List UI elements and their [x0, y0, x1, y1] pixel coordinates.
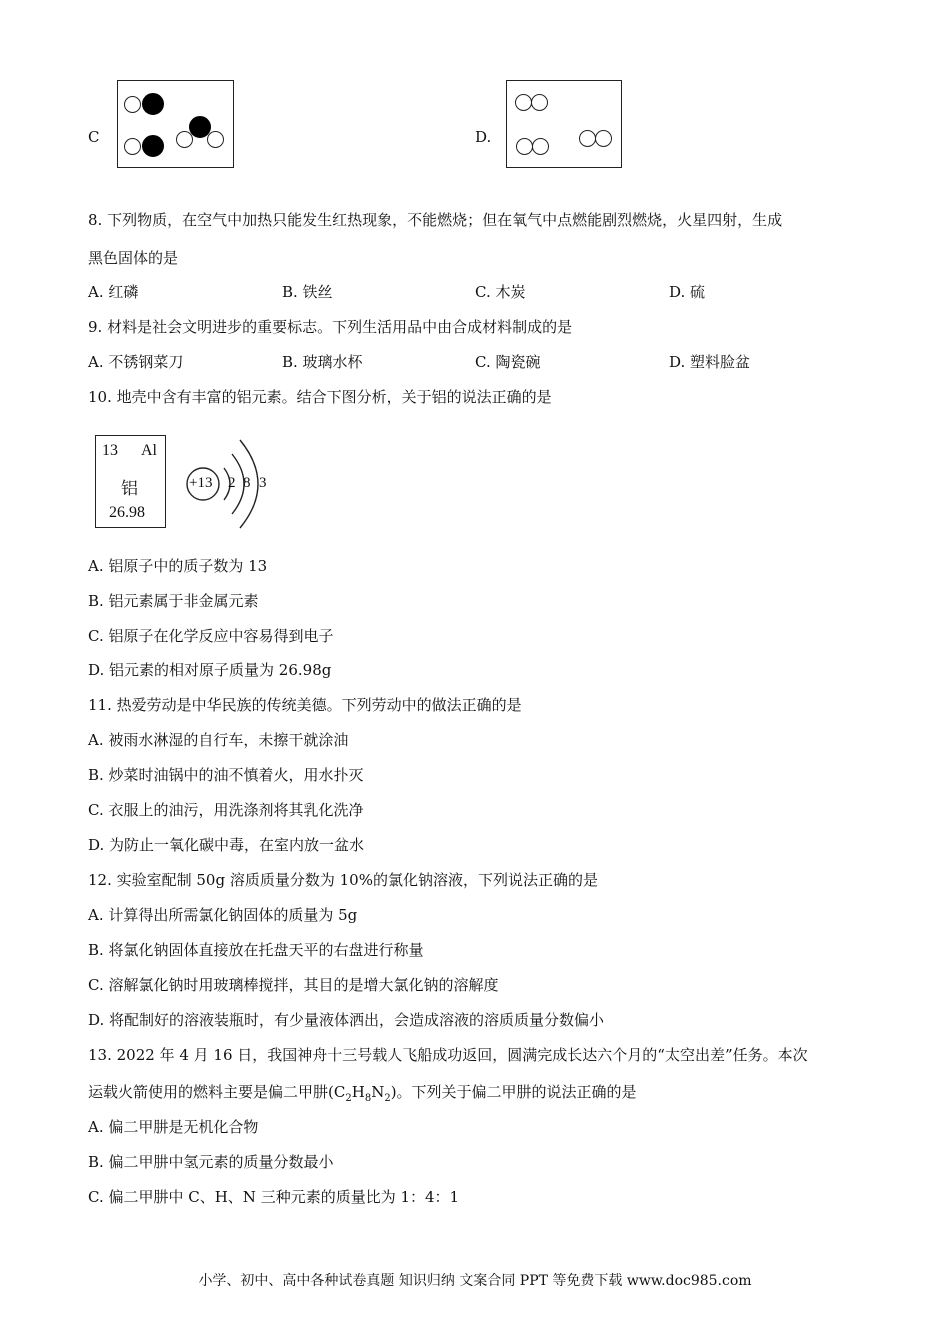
- q8-option-d: D. 硫: [669, 283, 706, 301]
- formula-sub-c: 2: [345, 1093, 352, 1104]
- q13-line2-pre: 运载火箭使用的燃料主要是偏二甲肼(C: [88, 1083, 346, 1101]
- white-atom: [516, 138, 533, 155]
- question-8-text-cont: 黑色固体的是: [88, 249, 179, 267]
- q10-option-b: B. 铝元素属于非金属元素: [88, 592, 259, 610]
- question-9-text: 9. 材料是社会文明进步的重要标志。下列生活用品中由合成材料制成的是: [88, 318, 573, 336]
- element-card-aluminium: [95, 435, 166, 528]
- q12-option-c: C. 溶解氯化钠时用玻璃棒搅拌，其目的是增大氯化钠的溶解度: [88, 976, 499, 994]
- question-13-text-cont: [88, 1082, 637, 1109]
- q13-option-a: A. 偏二甲肼是无机化合物: [88, 1118, 259, 1136]
- q9-option-a: A. 不锈钢菜刀: [88, 353, 184, 371]
- nucleus-charge: +13: [189, 475, 213, 491]
- formula-h: H: [351, 1083, 365, 1101]
- q12-option-a: A. 计算得出所需氯化钠固体的质量为 5g: [88, 906, 358, 924]
- shell-2-electrons: 8: [243, 475, 251, 491]
- q12-option-d: D. 将配制好的溶液装瓶时，有少量液体洒出，会造成溶液的溶质质量分数偏小: [88, 1011, 605, 1029]
- q13-option-c: C. 偏二甲肼中 C、H、N 三种元素的质量比为 1：4：1: [88, 1188, 460, 1206]
- q10-option-a: A. 铝原子中的质子数为 13: [88, 557, 268, 575]
- atomic-number: 13: [102, 442, 118, 459]
- question-12-text: 12. 实验室配制 50g 溶质质量分数为 10%的氯化钠溶液，下列说法正确的是: [88, 871, 598, 889]
- q9-option-d: D. 塑料脸盆: [669, 353, 751, 371]
- white-atom: [532, 138, 549, 155]
- atomic-mass: 26.98: [109, 504, 145, 521]
- q11-option-b: B. 炒菜时油锅中的油不慎着火，用水扑灭: [88, 766, 364, 784]
- white-atom: [124, 138, 141, 155]
- white-atom: [124, 96, 141, 113]
- q9-option-b: B. 玻璃水杯: [282, 353, 363, 371]
- q12-option-b: B. 将氯化钠固体直接放在托盘天平的右盘进行称量: [88, 941, 424, 959]
- molecule-diagram-c: [117, 80, 234, 168]
- white-atom: [595, 130, 612, 147]
- q8-option-b: B. 铁丝: [282, 283, 333, 301]
- white-atom: [579, 130, 596, 147]
- white-atom: [515, 94, 532, 111]
- q8-option-a: A. 红磷: [88, 283, 139, 301]
- q10-option-c: C. 铝原子在化学反应中容易得到电子: [88, 627, 334, 645]
- formula-sub-n: 2: [384, 1093, 391, 1104]
- question-10-text: 10. 地壳中含有丰富的铝元素。结合下图分析，关于铝的说法正确的是: [88, 388, 552, 406]
- molecule-diagram-d: [506, 80, 622, 168]
- black-atom: [142, 93, 164, 115]
- formula-n: N: [371, 1083, 385, 1101]
- q8-option-c: C. 木炭: [475, 283, 526, 301]
- question-8-text: 8. 下列物质，在空气中加热只能发生红热现象，不能燃烧；但在氧气中点燃能剧烈燃烧，火星四射，生成: [88, 211, 783, 229]
- element-name: 铝: [121, 479, 138, 499]
- figure-d-label: D.: [475, 128, 492, 146]
- q11-option-c: C. 衣服上的油污，用洗涤剂将其乳化洗净: [88, 801, 364, 819]
- q9-option-c: C. 陶瓷碗: [475, 353, 541, 371]
- q10-option-d: D. 铝元素的相对原子质量为 26.98g: [88, 661, 332, 679]
- shell-1-electrons: 2: [228, 475, 236, 491]
- figure-c-label: C: [88, 128, 100, 146]
- black-atom: [142, 135, 164, 157]
- element-symbol: Al: [141, 442, 157, 459]
- shell-3-electrons: 3: [259, 475, 267, 491]
- q11-option-d: D. 为防止一氧化碳中毒，在室内放一盆水: [88, 836, 365, 854]
- q13-line2-post: )。下列关于偏二甲肼的说法正确的是: [390, 1083, 637, 1101]
- question-13-text: 13. 2022 年 4 月 16 日，我国神舟十三号载人飞船成功返回，圆满完成长达六个月的“太空出差”任务。本次: [88, 1046, 808, 1064]
- white-atom: [207, 131, 224, 148]
- q11-option-a: A. 被雨水淋湿的自行车，未擦干就涂油: [88, 731, 349, 749]
- question-11-text: 11. 热爱劳动是中华民族的传统美德。下列劳动中的做法正确的是: [88, 696, 522, 714]
- formula-sub-h: 8: [364, 1093, 372, 1104]
- page-footer: 小学、初中、高中各种试卷真题 知识归纳 文案合同 PPT 等免费下载 www.doc985.com: [198, 1273, 752, 1289]
- q13-option-b: B. 偏二甲肼中氢元素的质量分数最小: [88, 1153, 334, 1171]
- white-atom: [531, 94, 548, 111]
